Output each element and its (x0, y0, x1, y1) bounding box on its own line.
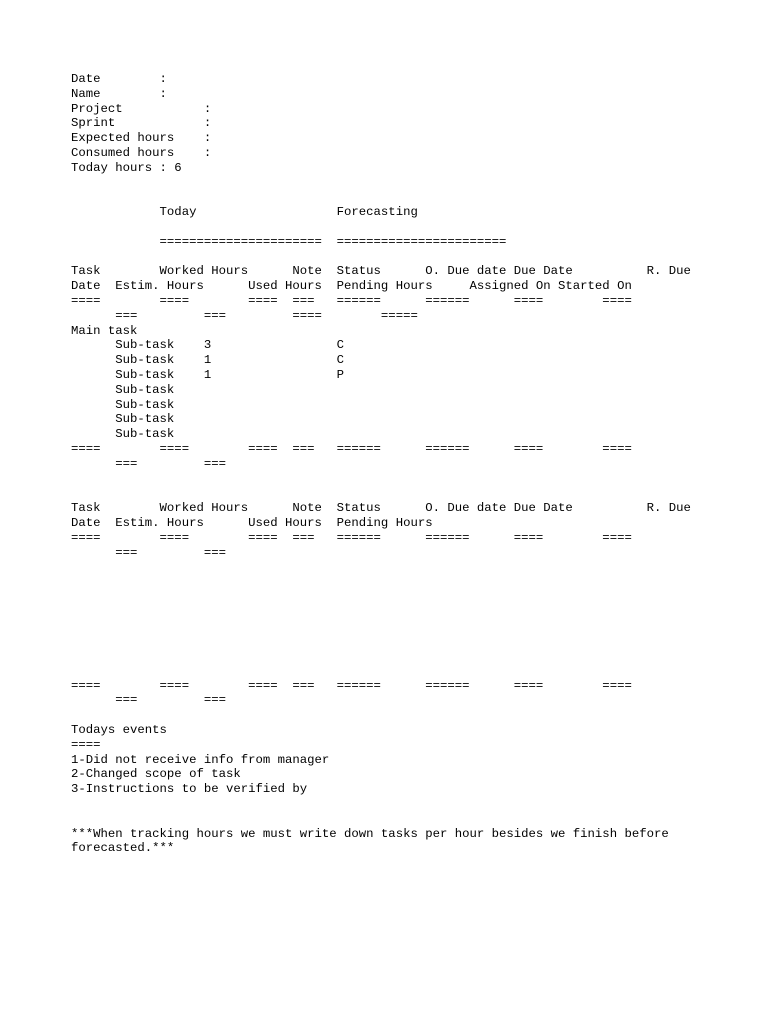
table-row: Sub-task (71, 382, 175, 397)
table-row: Sub-task (71, 427, 175, 442)
tracking-note-line2: forecasted.*** (71, 841, 175, 856)
table-row: Sub-task (71, 397, 175, 412)
name-label: Name : (71, 86, 167, 101)
table-row: Sub-task (71, 412, 175, 427)
table1-header-row1: Task Worked Hours Note Status O. Due date Due Date R. Due (71, 264, 691, 279)
section-rules: ====================== ======================= (71, 234, 507, 249)
table1-footer1: ==== ==== ==== === ====== ====== ==== ==== (71, 441, 632, 456)
table2-header-row1: Task Worked Hours Note Status O. Due date Due Date R. Due (71, 501, 691, 516)
table1-footer2: === === (71, 456, 226, 471)
event-item: 1-Did not receive info from manager (71, 752, 330, 767)
sprint-label: Sprint : (71, 116, 212, 131)
table-row: Sub-task 1 C (71, 353, 345, 368)
today-hours-label: Today hours : 6 (71, 160, 182, 175)
table2-footer2: === === (71, 693, 226, 708)
table-row: Sub-task 3 C (71, 338, 345, 353)
daily-report-text (71, 72, 691, 856)
consumed-hours-label: Consumed hours : (71, 145, 212, 160)
expected-hours-label: Expected hours : (71, 131, 212, 146)
events-title: Todays events (71, 723, 167, 738)
table2-separator2: === === (71, 545, 226, 560)
event-item: 2-Changed scope of task (71, 767, 241, 782)
project-label: Project : (71, 101, 212, 116)
tracking-note-line1: ***When tracking hours we must write down tasks per hour besides we finish before (71, 826, 669, 841)
date-label: Date : (71, 72, 167, 86)
table1-separator2: === === ==== ===== (71, 308, 418, 323)
table1-header-row2: Date Estim. Hours Used Hours Pending Hours Assigned On Started On (71, 279, 632, 294)
table2-separator1: ==== ==== ==== === ====== ====== ==== ==== (71, 530, 632, 545)
event-item: 3-Instructions to be verified by (71, 782, 308, 797)
section-titles: Today Forecasting (71, 205, 418, 220)
table-row: Sub-task 1 P (71, 367, 345, 382)
table1-separator1: ==== ==== ==== === ====== ====== ==== ==== (71, 293, 632, 308)
events-rule: ==== (71, 737, 101, 752)
main-task-label: Main task (71, 323, 138, 338)
table2-footer1: ==== ==== ==== === ====== ====== ==== ==== (71, 678, 632, 693)
table2-header-row2: Date Estim. Hours Used Hours Pending Hours (71, 515, 433, 530)
